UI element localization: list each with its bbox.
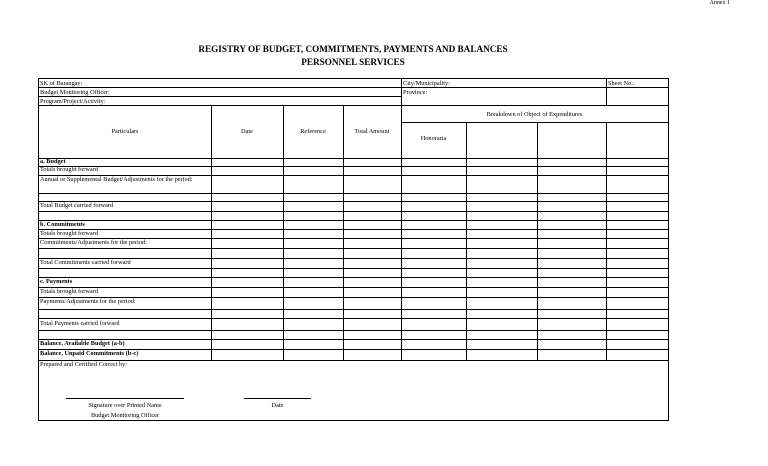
rule (401, 122, 668, 123)
bmo-label: Budget Monitoring Officer: (40, 89, 110, 96)
row-c-totals: Totals brought forward (40, 288, 98, 295)
rule (401, 105, 402, 360)
rule (39, 211, 668, 212)
form-title: REGISTRY OF BUDGET, COMMITMENTS, PAYMENTS AND BALANCES (198, 44, 508, 54)
row-c-adjustments: Payments/Adjustments for the period: (40, 298, 136, 305)
col-total-amount: Total Amount (354, 128, 390, 135)
certified-label: Prepared and Certified Correct by: (40, 361, 128, 368)
row-b-adjustments: Commitments/Adjustments for the period: (40, 239, 147, 246)
officer-title: Budget Monitoring Officer (90, 412, 160, 419)
rule (39, 268, 668, 269)
col-date: Date (241, 128, 253, 135)
rule (39, 166, 668, 167)
rule (606, 79, 607, 105)
rule (39, 277, 668, 278)
col-honoraria: Honoraria (420, 135, 447, 142)
rule (39, 229, 668, 230)
rule (39, 201, 668, 202)
rule (39, 287, 668, 288)
row-balance-unpaid: Balance, Unpaid Commitments (b-c) (40, 350, 139, 357)
rule (39, 339, 668, 340)
col-breakdown: Breakdown of Object of Expenditures (486, 111, 583, 118)
rule (466, 122, 467, 360)
city-label: City/Municipality: (403, 80, 450, 87)
row-a-adjustments: Annual or Supplemental Budget/Adjustments for the period: (40, 176, 193, 183)
row-c-carried: Total Payments carried forward (40, 320, 120, 327)
row-b-carried: Total Commitments carried forward (40, 259, 131, 266)
row-c-payments: c. Payments (40, 278, 73, 285)
form-subtitle: PERSONNEL SERVICES (301, 57, 405, 67)
rule (39, 158, 668, 159)
rule (39, 258, 668, 259)
rule (39, 96, 401, 97)
registry-form (38, 78, 669, 421)
rule (39, 105, 668, 106)
rule (39, 318, 668, 319)
rule (283, 105, 284, 360)
rule (401, 79, 402, 105)
rule (606, 122, 607, 360)
rule (39, 309, 668, 310)
annex-label: Annex 1 (709, 0, 730, 6)
col-reference: Reference (300, 128, 326, 135)
rule (39, 330, 668, 331)
date-line (244, 398, 311, 399)
rule (211, 105, 212, 360)
row-b-totals: Totals brought forward (40, 230, 98, 237)
rule (39, 193, 668, 194)
ppa-label: Program/Project/Activity: (40, 98, 106, 105)
row-a-carried: Total Budget carried forward (40, 202, 114, 209)
signature-line (66, 398, 184, 399)
sheet-label: Sheet No.: (608, 80, 635, 87)
province-label: Province: (403, 89, 428, 96)
rule (39, 360, 668, 361)
rule (343, 105, 344, 360)
col-particulars: Particulars (111, 128, 139, 135)
rule (39, 220, 668, 221)
rule (39, 248, 668, 249)
row-b-commitments: b. Commitments (40, 221, 85, 228)
row-balance-available: Balance, Available Budget (a-b) (40, 340, 125, 347)
date-caption: Date (271, 402, 284, 409)
row-a-totals: Totals brought forward (40, 166, 98, 173)
row-a-budget: a. Budget (40, 158, 66, 165)
sk-barangay-label: SK of Barangay: (40, 80, 83, 87)
signature-caption: Signature over Printed Name (88, 402, 162, 409)
rule (39, 87, 668, 88)
rule (537, 122, 538, 360)
